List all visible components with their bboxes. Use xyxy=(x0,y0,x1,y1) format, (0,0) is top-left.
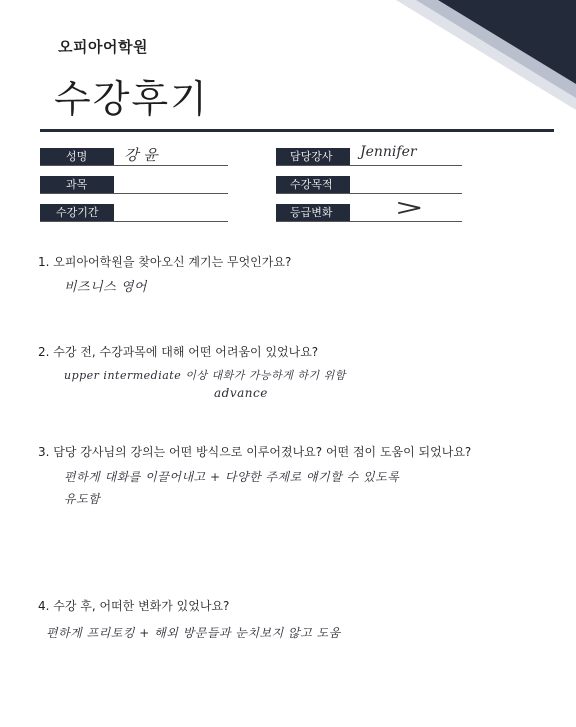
purpose-underline xyxy=(276,193,462,194)
subject-label: 과목 xyxy=(40,176,114,193)
subject-field[interactable] xyxy=(40,174,228,194)
period-underline xyxy=(40,221,228,222)
purpose-field[interactable] xyxy=(276,174,462,194)
question-1: 1. 오피아어학원을 찾아오신 계기는 무엇인가요? xyxy=(38,255,292,269)
level-value: > xyxy=(394,196,424,221)
answer-3-line-1: 편하게 대화를 이끌어내고 + 다양한 주제로 얘기할 수 있도록 xyxy=(64,470,400,484)
name-label: 성명 xyxy=(40,148,114,165)
name-underline xyxy=(40,165,228,166)
answer-2-line-2: advance xyxy=(214,386,268,400)
teacher-label: 담당강사 xyxy=(276,148,350,165)
level-label: 등급변화 xyxy=(276,204,350,221)
question-4: 4. 수강 후, 어떠한 변화가 있었나요? xyxy=(38,599,230,613)
question-3: 3. 담당 강사님의 강의는 어떤 방식으로 이루어졌나요? 어떤 점이 도움이 되었나요? xyxy=(38,445,472,459)
name-field[interactable] xyxy=(40,146,228,166)
answer-1-line-1: 비즈니스 영어 xyxy=(64,280,147,295)
question-2: 2. 수강 전, 수강과목에 대해 어떤 어려움이 있었나요? xyxy=(38,345,319,359)
teacher-field[interactable] xyxy=(276,146,462,166)
teacher-value: Jennifer xyxy=(360,144,417,160)
answer-2-line-1: upper intermediate 이상 대화가 가능하게 하기 위함 xyxy=(64,369,346,382)
answer-3-line-2: 유도함 xyxy=(64,492,101,506)
subject-underline xyxy=(40,193,228,194)
answer-4-line-1: 편하게 프리토킹 + 해외 방문들과 눈치보지 않고 도움 xyxy=(46,626,341,640)
period-field[interactable] xyxy=(40,202,228,222)
teacher-underline xyxy=(276,165,462,166)
corner-decoration xyxy=(376,0,576,110)
purpose-label: 수강목적 xyxy=(276,176,350,193)
level-field[interactable] xyxy=(276,196,462,222)
period-label: 수강기간 xyxy=(40,204,114,221)
level-underline xyxy=(276,221,462,222)
academy-name: 오피아어학원 xyxy=(58,38,148,56)
page-title: 수강후기 xyxy=(54,77,209,121)
header-divider xyxy=(40,129,554,132)
name-value: 강 윤 xyxy=(124,146,158,164)
